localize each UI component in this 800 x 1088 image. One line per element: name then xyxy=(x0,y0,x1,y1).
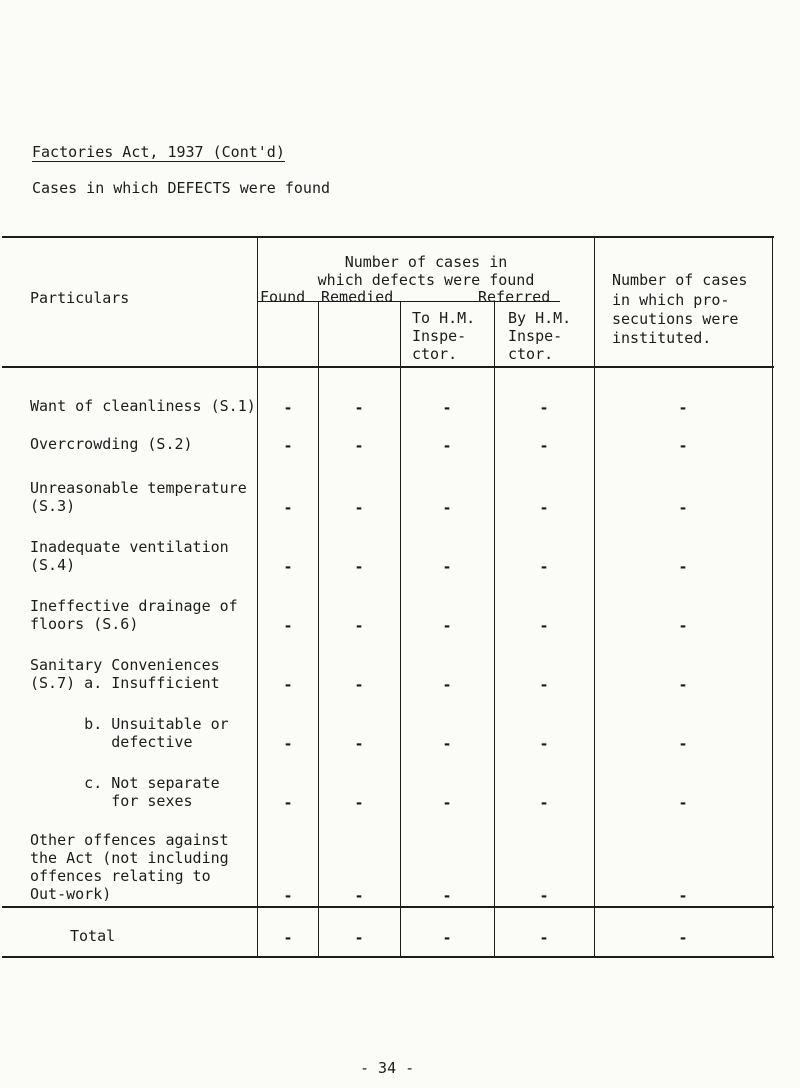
header-prosecutions-2: in which pro- xyxy=(612,291,730,309)
cell-value: - xyxy=(283,399,293,417)
header-to-hm-2: Inspe- xyxy=(412,327,467,345)
cell-value: - xyxy=(678,887,688,905)
col-divider xyxy=(494,301,495,956)
header-number-line2: which defects were found xyxy=(317,271,535,289)
cell-value: - xyxy=(678,558,688,576)
col-divider xyxy=(257,236,258,956)
cell-value: - xyxy=(678,735,688,753)
cell-value: - xyxy=(539,735,549,753)
cell-value: - xyxy=(354,676,364,694)
total-cell-value: - xyxy=(539,929,549,947)
cell-value: - xyxy=(283,499,293,517)
total-cell-value: - xyxy=(283,929,293,947)
table-top-rule xyxy=(2,236,774,238)
cell-value: - xyxy=(354,735,364,753)
page-title: Factories Act, 1937 (Cont'd) xyxy=(32,143,285,161)
cell-value: - xyxy=(442,617,452,635)
cell-value: - xyxy=(283,794,293,812)
row-label: Out-work) xyxy=(30,885,112,903)
header-remedied: Remedied xyxy=(321,288,394,306)
cell-value: - xyxy=(442,794,452,812)
header-prosecutions-1: Number of cases xyxy=(612,271,748,289)
page-subtitle: Cases in which DEFECTS were found xyxy=(32,179,331,197)
row-label: the Act (not including xyxy=(30,849,229,867)
header-prosecutions-4: instituted. xyxy=(612,329,712,347)
cell-value: - xyxy=(442,558,452,576)
row-label: floors (S.6) xyxy=(30,615,139,633)
header-to-hm-1: To H.M. xyxy=(412,309,476,327)
cell-value: - xyxy=(354,617,364,635)
row-label: for sexes xyxy=(30,792,193,810)
row-label: defective xyxy=(30,733,193,751)
row-label: Ineffective drainage of xyxy=(30,597,238,615)
row-label: Overcrowding (S.2) xyxy=(30,435,193,453)
cell-value: - xyxy=(283,558,293,576)
cell-value: - xyxy=(442,437,452,455)
cell-value: - xyxy=(283,735,293,753)
cell-value: - xyxy=(354,437,364,455)
cell-value: - xyxy=(354,887,364,905)
cell-value: - xyxy=(539,558,549,576)
header-number-line1: Number of cases in xyxy=(344,253,508,271)
header-by-hm-3: ctor. xyxy=(508,345,554,363)
row-label: (S.3) xyxy=(30,497,76,515)
row-label: c. Not separate xyxy=(30,774,220,792)
cell-value: - xyxy=(283,887,293,905)
row-label: (S.7) a. Insufficient xyxy=(30,674,220,692)
row-label: (S.4) xyxy=(30,556,76,574)
cell-value: - xyxy=(442,735,452,753)
cell-value: - xyxy=(283,437,293,455)
cell-value: - xyxy=(354,499,364,517)
cell-value: - xyxy=(678,499,688,517)
cell-value: - xyxy=(442,499,452,517)
header-to-hm-3: ctor. xyxy=(412,345,458,363)
cell-value: - xyxy=(539,794,549,812)
cell-value: - xyxy=(354,558,364,576)
cell-value: - xyxy=(678,437,688,455)
cell-value: - xyxy=(283,617,293,635)
cell-value: - xyxy=(539,499,549,517)
col-divider xyxy=(594,236,595,956)
row-label: Inadequate ventilation xyxy=(30,538,229,556)
total-cell-value: - xyxy=(678,929,688,947)
cell-value: - xyxy=(354,794,364,812)
total-cell-value: - xyxy=(442,929,452,947)
cell-value: - xyxy=(539,676,549,694)
header-bottom-rule xyxy=(2,366,774,368)
cell-value: - xyxy=(539,437,549,455)
cell-value: - xyxy=(539,399,549,417)
total-top-rule xyxy=(2,906,774,908)
cell-value: - xyxy=(678,399,688,417)
col-divider xyxy=(400,301,401,956)
row-label: b. Unsuitable or xyxy=(30,715,229,733)
page-number: - 34 - xyxy=(360,1059,415,1077)
cell-value: - xyxy=(539,887,549,905)
cell-value: - xyxy=(283,676,293,694)
total-label: Total xyxy=(70,927,116,945)
header-by-hm-2: Inspe- xyxy=(508,327,563,345)
cell-value: - xyxy=(678,617,688,635)
cell-value: - xyxy=(678,676,688,694)
row-label: Unreasonable temperature xyxy=(30,479,247,497)
row-label: Sanitary Conveniences xyxy=(30,656,220,674)
cell-value: - xyxy=(354,399,364,417)
table-bottom-rule xyxy=(2,956,774,958)
header-prosecutions-3: secutions were xyxy=(612,310,739,328)
header-particulars: Particulars xyxy=(30,289,130,307)
cell-value: - xyxy=(539,617,549,635)
row-label: Other offences against xyxy=(30,831,229,849)
cell-value: - xyxy=(442,676,452,694)
row-label: Want of cleanliness (S.1) xyxy=(30,397,256,415)
col-divider xyxy=(772,236,773,956)
header-referred: Referred xyxy=(478,288,551,306)
header-by-hm-1: By H.M. xyxy=(508,309,572,327)
cell-value: - xyxy=(442,399,452,417)
header-found: Found xyxy=(260,288,306,306)
cell-value: - xyxy=(442,887,452,905)
cell-value: - xyxy=(678,794,688,812)
col-divider xyxy=(318,301,319,956)
total-cell-value: - xyxy=(354,929,364,947)
row-label: offences relating to xyxy=(30,867,211,885)
